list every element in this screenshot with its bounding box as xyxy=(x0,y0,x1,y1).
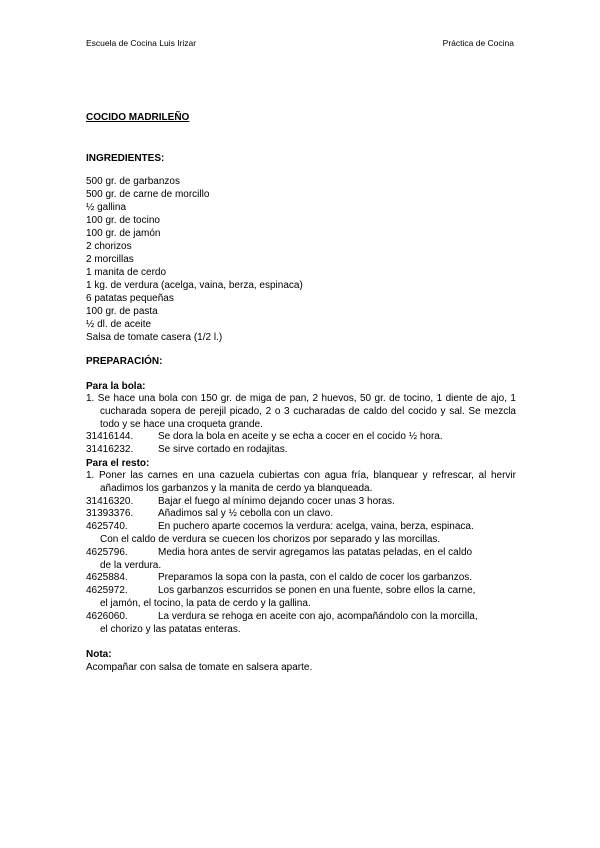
ingredient-item: 6 patatas pequeñas xyxy=(86,293,174,304)
resto-step-row xyxy=(86,521,516,534)
ingredient-item: 1 kg. de verdura (acelga, vaina, berza, espinaca) xyxy=(86,280,303,291)
step-code: 4625884. xyxy=(86,572,128,584)
step-continuation: el jamón, el tocino, la pata de cerdo y la gallina. xyxy=(100,597,311,609)
header-school: Escuela de Cocina Luis Irizar xyxy=(86,38,197,48)
ingredient-item: 100 gr. de jamón xyxy=(86,228,161,239)
step-code: 4625740. xyxy=(86,521,128,533)
step-text: En puchero aparte cocemos la verdura: acelga, vaina, berza, espinaca. xyxy=(158,521,474,533)
step-code: 31393376. xyxy=(86,508,134,520)
ingredient-item: 1 manita de cerdo xyxy=(86,267,167,278)
step-continuation: de la verdura. xyxy=(100,559,162,571)
step-code: 31416320. xyxy=(86,495,134,507)
step-text: Se dora la bola en aceite y se echa a cocer en el cocido ½ hora. xyxy=(158,431,443,443)
step-code: 31416144. xyxy=(86,431,134,443)
resto-step-1: 1. Poner las carnes en una cazuela cubiertas con agua fría, blanquear y refrescar, al hervir añadimos los garbanzos y la manita de cerdo ya blanqueada. xyxy=(86,469,516,494)
resto-step-row xyxy=(86,611,516,624)
bola-step-1: 1. Se hace una bola con 150 gr. de miga de pan, 2 huevos, 50 gr. de tocino, 1 diente de ajo, 1 cucharada sopera de perejil picado, 2 o 3 cucharadas de caldo del cocido y sal. Se mezcla todo y se hace una croqueta grande. xyxy=(86,393,516,430)
step-code: 4626060. xyxy=(86,610,128,622)
ingredient-item: Salsa de tomate casera (1/2 l.) xyxy=(86,332,223,343)
step-continuation: el chorizo y las patatas enteras. xyxy=(100,623,241,635)
ingredients-heading: INGREDIENTES: xyxy=(86,153,165,164)
resto-step-row xyxy=(86,496,516,509)
step-text: Media hora antes de servir agregamos las patatas peladas, en el caldo xyxy=(158,546,473,558)
resto-step-row xyxy=(86,547,516,560)
step-code: 31416232. xyxy=(86,444,134,456)
step-text: Los garbanzos escurridos se ponen en una fuente, sobre ellos la carne, xyxy=(158,585,476,597)
step-continuation: Con el caldo de verdura se cuecen los chorizos por separado y las morcillas. xyxy=(100,533,441,545)
step-text: Se sirve cortado en rodajitas. xyxy=(158,444,288,456)
step-text: La verdura se rehoga en aceite con ajo, acompañándolo con la morcilla, xyxy=(158,610,478,622)
ingredient-item: ½ dl. de aceite xyxy=(86,319,152,330)
note-heading: Nota: xyxy=(86,649,112,661)
resto-step-row xyxy=(86,585,516,598)
resto-step-row xyxy=(86,572,516,585)
recipe-title: COCIDO MADRILEÑO xyxy=(86,112,190,123)
bola-heading: Para la bola: xyxy=(86,381,146,392)
ingredient-item: 100 gr. de pasta xyxy=(86,306,158,317)
ingredient-item: 2 morcillas xyxy=(86,254,134,265)
header-course: Práctica de Cocina xyxy=(442,38,514,48)
ingredient-item: 2 chorizos xyxy=(86,241,132,252)
ingredient-item: 100 gr. de tocino xyxy=(86,215,160,226)
ingredient-item: 500 gr. de garbanzos xyxy=(86,176,180,187)
resto-step-row xyxy=(86,508,516,521)
step-code: 4625796. xyxy=(86,546,128,558)
ingredient-item: ½ gallina xyxy=(86,202,127,213)
bola-step-row xyxy=(86,431,516,444)
note-text: Acompañar con salsa de tomate en salsera aparte. xyxy=(86,662,313,674)
step-text: Preparamos la sopa con la pasta, con el caldo de cocer los garbanzos. xyxy=(158,572,473,584)
step-text: Añadimos sal y ½ cebolla con un clavo. xyxy=(158,508,334,520)
step-code: 4625972. xyxy=(86,585,128,597)
ingredients-list xyxy=(86,175,516,344)
ingredient-item: 500 gr. de carne de morcillo xyxy=(86,189,210,200)
step-text: Bajar el fuego al mínimo dejando cocer unas 3 horas. xyxy=(158,495,395,507)
resto-heading: Para el resto: xyxy=(86,457,150,469)
preparation-heading: PREPARACIÓN: xyxy=(86,356,163,367)
recipe-content xyxy=(86,112,516,674)
bola-step-row xyxy=(86,444,516,457)
